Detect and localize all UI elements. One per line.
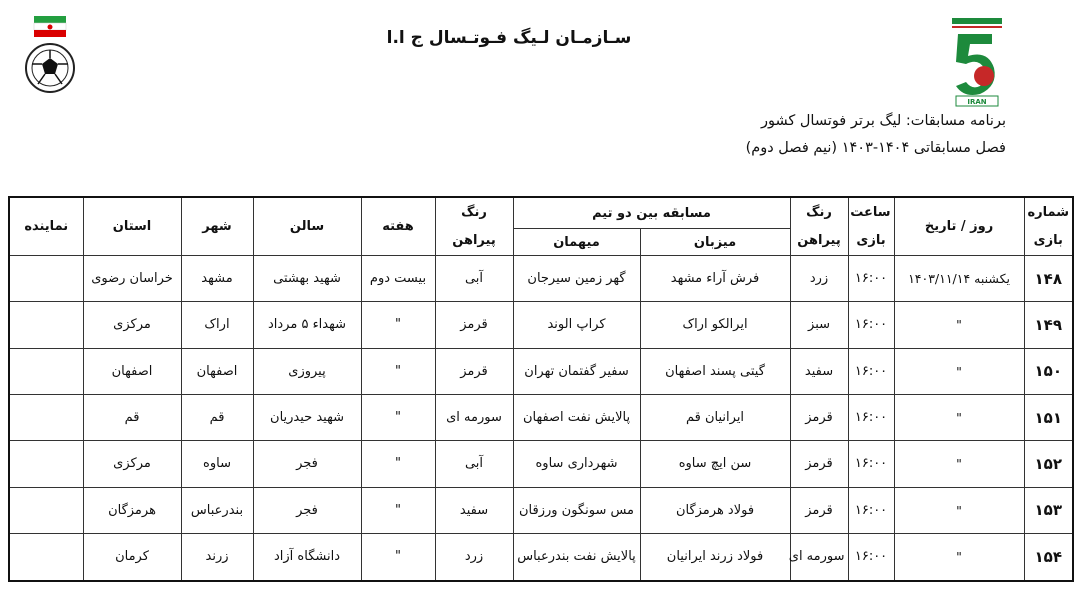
cell-host-color: سفید bbox=[790, 348, 848, 394]
cell-guest-color: قرمز bbox=[435, 302, 513, 348]
cell-week: " bbox=[361, 533, 435, 581]
cell-guest-color: قرمز bbox=[435, 348, 513, 394]
cell-representative bbox=[9, 487, 83, 533]
table-row bbox=[9, 441, 1073, 487]
cell-date: " bbox=[894, 533, 1024, 581]
header-time-l1: ساعت bbox=[850, 204, 891, 220]
cell-guest: شهرداری ساوه bbox=[513, 441, 640, 487]
cell-hall: دانشگاه آزاد bbox=[253, 533, 361, 581]
header-match-no bbox=[1024, 197, 1073, 256]
cell-hall: شهید حیدریان bbox=[253, 394, 361, 440]
cell-week: " bbox=[361, 441, 435, 487]
header-host-shirt-l1: رنگ bbox=[806, 204, 832, 220]
cell-guest-color: سفید bbox=[435, 487, 513, 533]
cell-representative bbox=[9, 441, 83, 487]
cell-time: ۱۶:۰۰ bbox=[848, 487, 894, 533]
cell-representative bbox=[9, 302, 83, 348]
cell-representative bbox=[9, 533, 83, 581]
header-guest-shirt-l2: پیراهن bbox=[452, 232, 496, 248]
cell-province: مرکزی bbox=[83, 302, 181, 348]
cell-guest: پالایش نفت اصفهان bbox=[513, 394, 640, 440]
cell-host: فولاد زرند ایرانیان bbox=[640, 533, 790, 581]
cell-match-no: ۱۵۲ bbox=[1024, 441, 1073, 487]
header-guest: میهمان bbox=[513, 229, 640, 256]
cell-host: ایرالکو اراک bbox=[640, 302, 790, 348]
cell-date: " bbox=[894, 487, 1024, 533]
schedule-table-wrap bbox=[8, 196, 1070, 582]
cell-province: هرمزگان bbox=[83, 487, 181, 533]
cell-host-color: سبز bbox=[790, 302, 848, 348]
cell-province: اصفهان bbox=[83, 348, 181, 394]
cell-host-color: قرمز bbox=[790, 441, 848, 487]
cell-guest: گهر زمین سیرجان bbox=[513, 256, 640, 302]
cell-host-color: زرد bbox=[790, 256, 848, 302]
cell-host: فولاد هرمزگان bbox=[640, 487, 790, 533]
cell-time: ۱۶:۰۰ bbox=[848, 394, 894, 440]
cell-guest-color: سورمه ای bbox=[435, 394, 513, 440]
cell-host-color: قرمز bbox=[790, 487, 848, 533]
table-row bbox=[9, 256, 1073, 302]
header-host: میزبان bbox=[640, 229, 790, 256]
cell-guest: پالایش نفت بندرعباس bbox=[513, 533, 640, 581]
header-week: هفته bbox=[361, 197, 435, 256]
cell-province: مرکزی bbox=[83, 441, 181, 487]
header-city: شهر bbox=[181, 197, 253, 256]
cell-guest: مس سونگون ورزقان bbox=[513, 487, 640, 533]
header-day-date: روز / تاریخ bbox=[894, 197, 1024, 256]
schedule-table bbox=[8, 196, 1074, 582]
cell-time: ۱۶:۰۰ bbox=[848, 533, 894, 581]
cell-host-color: سورمه ای bbox=[790, 533, 848, 581]
cell-match-no: ۱۵۰ bbox=[1024, 348, 1073, 394]
header-time-l2: بازی bbox=[856, 232, 886, 248]
cell-guest-color: آبی bbox=[435, 441, 513, 487]
cell-match-no: ۱۵۴ bbox=[1024, 533, 1073, 581]
cell-city: اراک bbox=[181, 302, 253, 348]
cell-representative bbox=[9, 256, 83, 302]
cell-time: ۱۶:۰۰ bbox=[848, 348, 894, 394]
header-match-between: مسابقه بین دو تیم bbox=[513, 197, 790, 229]
cell-date: " bbox=[894, 441, 1024, 487]
cell-city: بندرعباس bbox=[181, 487, 253, 533]
page-title: سـازمـان لـیگ فـوتـسال ج ا.ا bbox=[386, 28, 632, 48]
cell-date: " bbox=[894, 302, 1024, 348]
header-hall: سالن bbox=[253, 197, 361, 256]
cell-date: " bbox=[894, 394, 1024, 440]
header-representative: نماینده bbox=[9, 197, 83, 256]
cell-guest: سفیر گفتمان تهران bbox=[513, 348, 640, 394]
header-host-shirt-l2: پیراهن bbox=[797, 232, 841, 248]
cell-date: یکشنبه ۱۴۰۳/۱۱/۱۴ bbox=[894, 256, 1024, 302]
header-time bbox=[848, 197, 894, 256]
cell-province: خراسان رضوی bbox=[83, 256, 181, 302]
header-province: استان bbox=[83, 197, 181, 256]
cell-time: ۱۶:۰۰ bbox=[848, 302, 894, 348]
cell-host: گیتی پسند اصفهان bbox=[640, 348, 790, 394]
cell-match-no: ۱۴۹ bbox=[1024, 302, 1073, 348]
cell-city: ساوه bbox=[181, 441, 253, 487]
cell-city: زرند bbox=[181, 533, 253, 581]
header-match-no-l1: شماره bbox=[1027, 204, 1070, 220]
cell-guest: کراپ الوند bbox=[513, 302, 640, 348]
cell-match-no: ۱۵۳ bbox=[1024, 487, 1073, 533]
table-row bbox=[9, 487, 1073, 533]
competition-name: برنامه مسابقات: لیگ برتر فوتسال کشور bbox=[760, 113, 1006, 129]
header-guest-shirt bbox=[435, 197, 513, 256]
cell-hall: فجر bbox=[253, 441, 361, 487]
cell-match-no: ۱۴۸ bbox=[1024, 256, 1073, 302]
cell-city: مشهد bbox=[181, 256, 253, 302]
table-row bbox=[9, 348, 1073, 394]
header-guest-shirt-l1: رنگ bbox=[461, 204, 487, 220]
cell-hall: شهداء ۵ مرداد bbox=[253, 302, 361, 348]
competition-info bbox=[746, 108, 1006, 162]
cell-match-no: ۱۵۱ bbox=[1024, 394, 1073, 440]
table-row bbox=[9, 302, 1073, 348]
cell-city: اصفهان bbox=[181, 348, 253, 394]
header-match-no-l2: بازی bbox=[1033, 232, 1063, 248]
table-row bbox=[9, 394, 1073, 440]
cell-host: فرش آراء مشهد bbox=[640, 256, 790, 302]
cell-representative bbox=[9, 394, 83, 440]
cell-week: " bbox=[361, 302, 435, 348]
cell-time: ۱۶:۰۰ bbox=[848, 441, 894, 487]
cell-hall: شهید بهشتی bbox=[253, 256, 361, 302]
cell-representative bbox=[9, 348, 83, 394]
federation-emblem-icon bbox=[14, 12, 86, 96]
cell-province: کرمان bbox=[83, 533, 181, 581]
cell-province: قم bbox=[83, 394, 181, 440]
cell-week: بیست دوم bbox=[361, 256, 435, 302]
cell-week: " bbox=[361, 487, 435, 533]
cell-host-color: قرمز bbox=[790, 394, 848, 440]
cell-host: سن ایچ ساوه bbox=[640, 441, 790, 487]
futsal-league-logo-icon bbox=[948, 16, 1006, 108]
cell-guest-color: زرد bbox=[435, 533, 513, 581]
header-host-shirt bbox=[790, 197, 848, 256]
table-row bbox=[9, 533, 1073, 581]
cell-time: ۱۶:۰۰ bbox=[848, 256, 894, 302]
cell-hall: پیروزی bbox=[253, 348, 361, 394]
cell-host: ایرانیان قم bbox=[640, 394, 790, 440]
svg-text:IRAN: IRAN bbox=[967, 98, 987, 106]
cell-guest-color: آبی bbox=[435, 256, 513, 302]
season-label: فصل مسابقاتی ۱۴۰۴-۱۴۰۳ (نیم فصل دوم) bbox=[745, 140, 1006, 156]
cell-date: " bbox=[894, 348, 1024, 394]
cell-week: " bbox=[361, 348, 435, 394]
cell-hall: فجر bbox=[253, 487, 361, 533]
cell-city: قم bbox=[181, 394, 253, 440]
cell-week: " bbox=[361, 394, 435, 440]
